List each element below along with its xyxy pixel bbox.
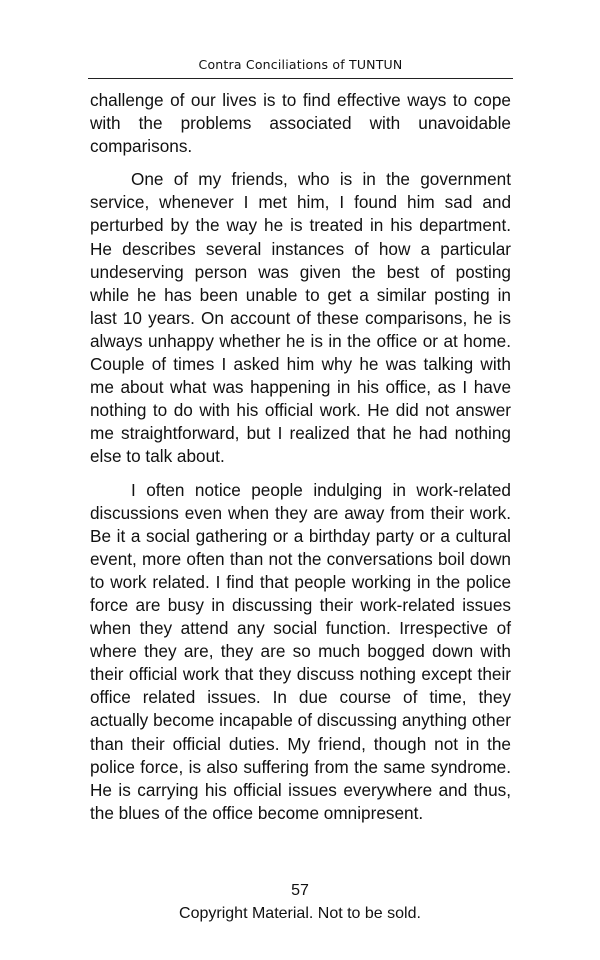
- copyright-notice: Copyright Material. Not to be sold.: [179, 905, 421, 922]
- running-header: Contra Conciliations of TUNTUN: [198, 57, 403, 72]
- paragraph-continued: challenge of our lives is to find effective ways to cope with the problems associated with unavoidable comparisons.: [90, 90, 511, 157]
- header-divider: [88, 78, 513, 79]
- paragraph-government-friend: One of my friends, who is in the government service, whenever I met him, I found him sad and perturbed by the way he is treated in his department. He describes several instances of how a particular undeserving person was given the best of posting while he has been unable to get a similar posting in last 10 years. On account of these comparisons, he is always unhappy whether he is in the office or at home. Couple of times I asked him why he was talking with me about what was happening in his office, as I have nothing to do with his official work. He did not answer me straightforward, but I realized that he had nothing else to talk about.: [90, 169, 511, 467]
- page-number: 57: [291, 882, 309, 899]
- paragraph-work-discussions: I often notice people indulging in work-related discussions even when they are away from their work. Be it a social gathering or a birthday party or a cultural event, more often than not the conversations boil down to work related. I find that people working in the police force are busy in discussing their work-related issues when they attend any social function. Irrespective of where they are, they are so much bogged down with their official work that they discuss nothing except their office related issues. In due course of time, they actually become incapable of discussing anything other than their official duties. My friend, though not in the police force, is also suffering from the same syndrome. He is carrying his official issues everywhere and thus, the blues of the office become omnipresent.: [90, 479, 511, 823]
- page-body: [90, 89, 511, 835]
